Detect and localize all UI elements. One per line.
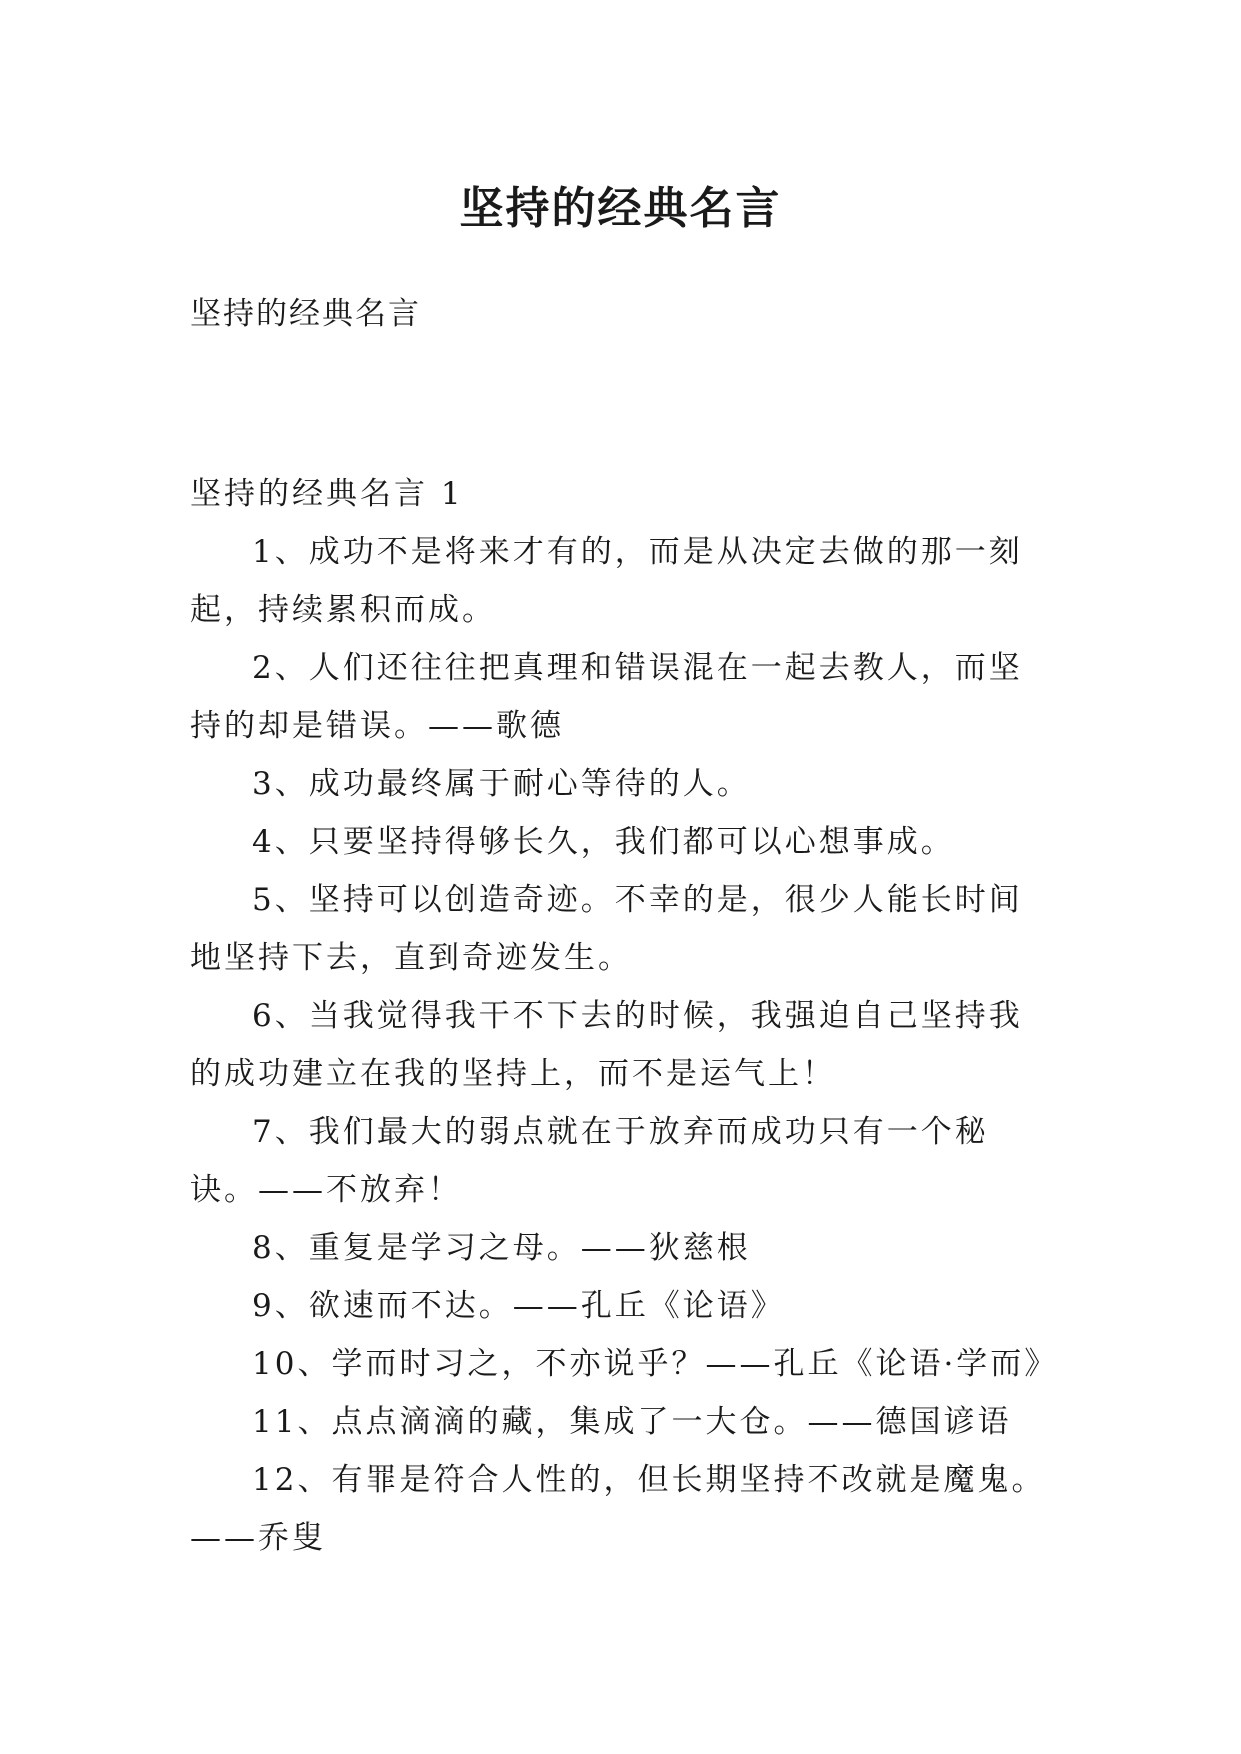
quote-item: 12、有罪是符合人性的，但长期坚持不改就是魔鬼。——乔叟	[190, 1462, 1046, 1556]
document-body	[190, 465, 1059, 1567]
quote-item: 10、学而时习之，不亦说乎？——孔丘《论语·学而》	[252, 1346, 1059, 1382]
quote-item: 8、重复是学习之母。——狄慈根	[252, 1230, 751, 1266]
quote-list	[190, 523, 1059, 1567]
document-subtitle: 坚持的经典名言	[190, 296, 421, 332]
quote-item: 1、成功不是将来才有的，而是从决定去做的那一刻起，持续累积而成。	[190, 534, 1023, 628]
quote-item: 7、我们最大的弱点就在于放弃而成功只有一个秘诀。——不放弃！	[190, 1114, 989, 1208]
quote-item: 11、点点滴滴的藏，集成了一大仓。——德国谚语	[252, 1404, 1012, 1440]
quote-item: 6、当我觉得我干不下去的时候，我强迫自己坚持我的成功建立在我的坚持上，而不是运气上！	[190, 998, 1023, 1092]
quote-item: 4、只要坚持得够长久，我们都可以心想事成。	[252, 824, 955, 860]
page-title: 坚持的经典名言	[459, 183, 782, 235]
quote-item: 9、欲速而不达。——孔丘《论语》	[252, 1288, 785, 1324]
section-heading: 坚持的经典名言 1	[190, 476, 464, 512]
quote-item: 5、坚持可以创造奇迹。不幸的是，很少人能长时间地坚持下去，直到奇迹发生。	[190, 882, 1023, 976]
quote-item: 3、成功最终属于耐心等待的人。	[252, 766, 751, 802]
quote-item: 2、人们还往往把真理和错误混在一起去教人，而坚持的却是错误。——歌德	[190, 650, 1023, 744]
